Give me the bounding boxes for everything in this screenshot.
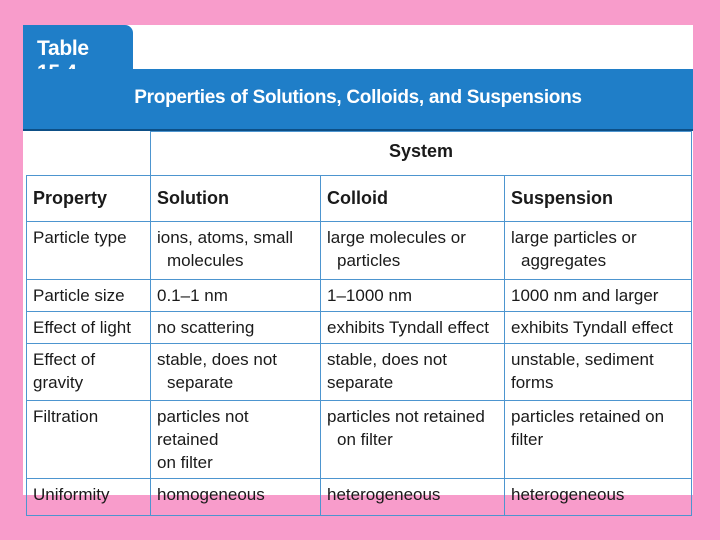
cell-line: aggregates xyxy=(521,251,607,270)
solution-cell: no scattering xyxy=(151,312,321,344)
properties-table xyxy=(26,131,692,516)
cell-line: separate xyxy=(167,373,234,392)
colloid-cell: exhibits Tyndall effect xyxy=(321,312,505,344)
colloid-cell xyxy=(321,222,505,280)
slide xyxy=(23,25,693,504)
header-blank-cell xyxy=(27,132,151,176)
cell-line: on filter xyxy=(157,453,213,472)
solution-cell: 0.1–1 nm xyxy=(151,280,321,312)
table-title: Properties of Solutions, Colloids, and Suspensions xyxy=(134,87,582,108)
table-row xyxy=(27,222,692,280)
system-header: System xyxy=(151,132,692,176)
column-header-property: Property xyxy=(27,176,151,222)
property-cell: Uniformity xyxy=(27,479,151,516)
cell-line: on filter xyxy=(337,430,393,449)
solution-cell xyxy=(151,401,321,479)
header-row-system xyxy=(27,132,692,176)
title-band xyxy=(23,69,693,131)
solution-cell xyxy=(151,222,321,280)
suspension-cell: particles retained on filter xyxy=(505,401,692,479)
solution-cell: homogeneous xyxy=(151,479,321,516)
solution-cell xyxy=(151,344,321,401)
cell-line: large particles or xyxy=(511,228,637,247)
property-cell: Particle size xyxy=(27,280,151,312)
cell-line: molecules xyxy=(167,251,244,270)
property-cell: Effect of light xyxy=(27,312,151,344)
suspension-cell: 1000 nm and larger xyxy=(505,280,692,312)
suspension-cell: unstable, sediment forms xyxy=(505,344,692,401)
column-header-colloid: Colloid xyxy=(321,176,505,222)
colloid-cell: heterogeneous xyxy=(321,479,505,516)
cell-line: stable, does not xyxy=(157,350,278,369)
suspension-cell xyxy=(505,222,692,280)
suspension-cell: heterogeneous xyxy=(505,479,692,516)
property-cell: Filtration xyxy=(27,401,151,479)
table-label: Table xyxy=(37,37,89,60)
suspension-cell: exhibits Tyndall effect xyxy=(505,312,692,344)
table-row xyxy=(27,280,692,312)
header-row-columns xyxy=(27,176,692,222)
table-row xyxy=(27,479,692,516)
table-row xyxy=(27,401,692,479)
property-cell: Effect of gravity xyxy=(27,344,151,401)
cell-line: particles xyxy=(337,251,401,270)
cell-line: particles not retained xyxy=(157,407,249,449)
table-label-tab xyxy=(23,25,133,71)
cell-line: particles not retained xyxy=(327,407,485,426)
colloid-cell: 1–1000 nm xyxy=(321,280,505,312)
column-header-solution: Solution xyxy=(151,176,321,222)
table-row xyxy=(27,312,692,344)
column-header-suspension: Suspension xyxy=(505,176,692,222)
cell-line: large molecules or xyxy=(327,228,466,247)
colloid-cell: stable, does not separate xyxy=(321,344,505,401)
cell-line: ions, atoms, small xyxy=(157,228,294,247)
table-row xyxy=(27,344,692,401)
colloid-cell xyxy=(321,401,505,479)
property-cell: Particle type xyxy=(27,222,151,280)
